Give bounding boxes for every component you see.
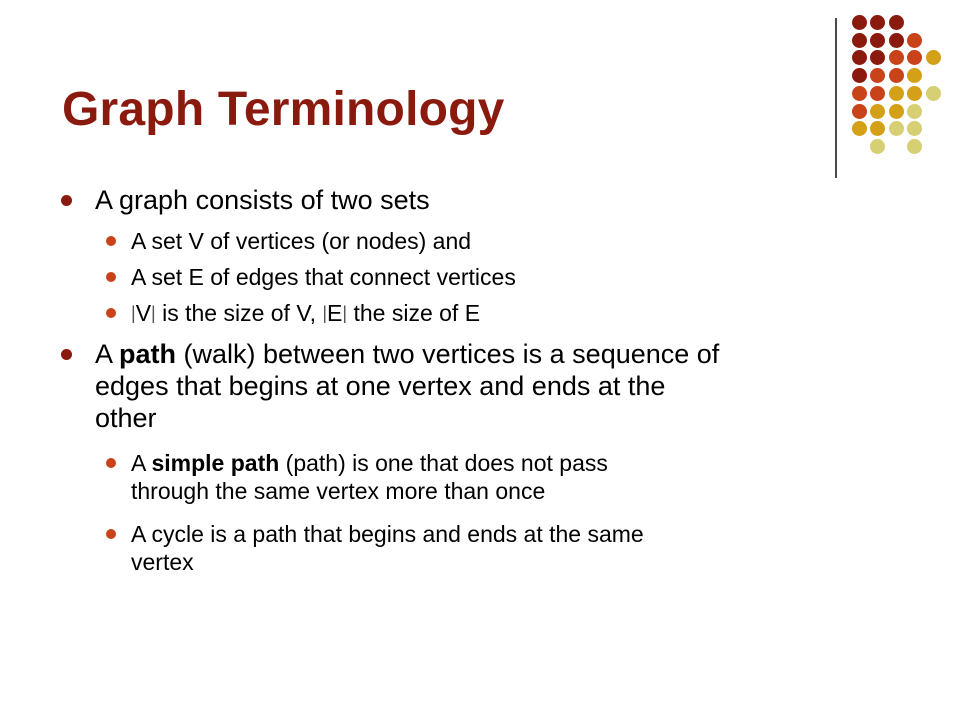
bullet-text: |V| is the size of V, |E| the size of E — [131, 300, 481, 326]
bullet-marker — [106, 272, 116, 282]
bullet-text-line: A path (walk) between two vertices is a sequence of — [95, 339, 720, 369]
pipe-symbol: | — [322, 303, 328, 323]
bullet-marker — [106, 236, 116, 246]
bullet-marker — [106, 458, 116, 468]
bullet-marker — [61, 349, 72, 360]
bullet-text-line: A simple path (path) is one that does not pass — [131, 450, 608, 476]
bullet-marker — [106, 529, 116, 539]
bullet-marker — [61, 195, 72, 206]
bullet-text: A graph consists of two sets — [95, 185, 430, 215]
bullet-marker — [106, 308, 116, 318]
bullet-text-line: vertex — [131, 549, 194, 575]
slide-title: Graph Terminology — [62, 83, 505, 136]
bullet-text-line: A cycle is a path that begins and ends at the same — [131, 521, 644, 547]
bullet-text: A set V of vertices (or nodes) and — [131, 228, 472, 254]
bullet-text-line: through the same vertex more than once — [131, 478, 546, 504]
pipe-symbol: | — [342, 303, 348, 323]
pipe-symbol: | — [151, 303, 156, 323]
bullet-text: A set E of edges that connect vertices — [131, 264, 516, 290]
bullet-text-line: other — [95, 403, 157, 433]
bullet-text-line: edges that begins at one vertex and ends at the — [95, 371, 666, 401]
pipe-symbol: | — [131, 303, 136, 323]
